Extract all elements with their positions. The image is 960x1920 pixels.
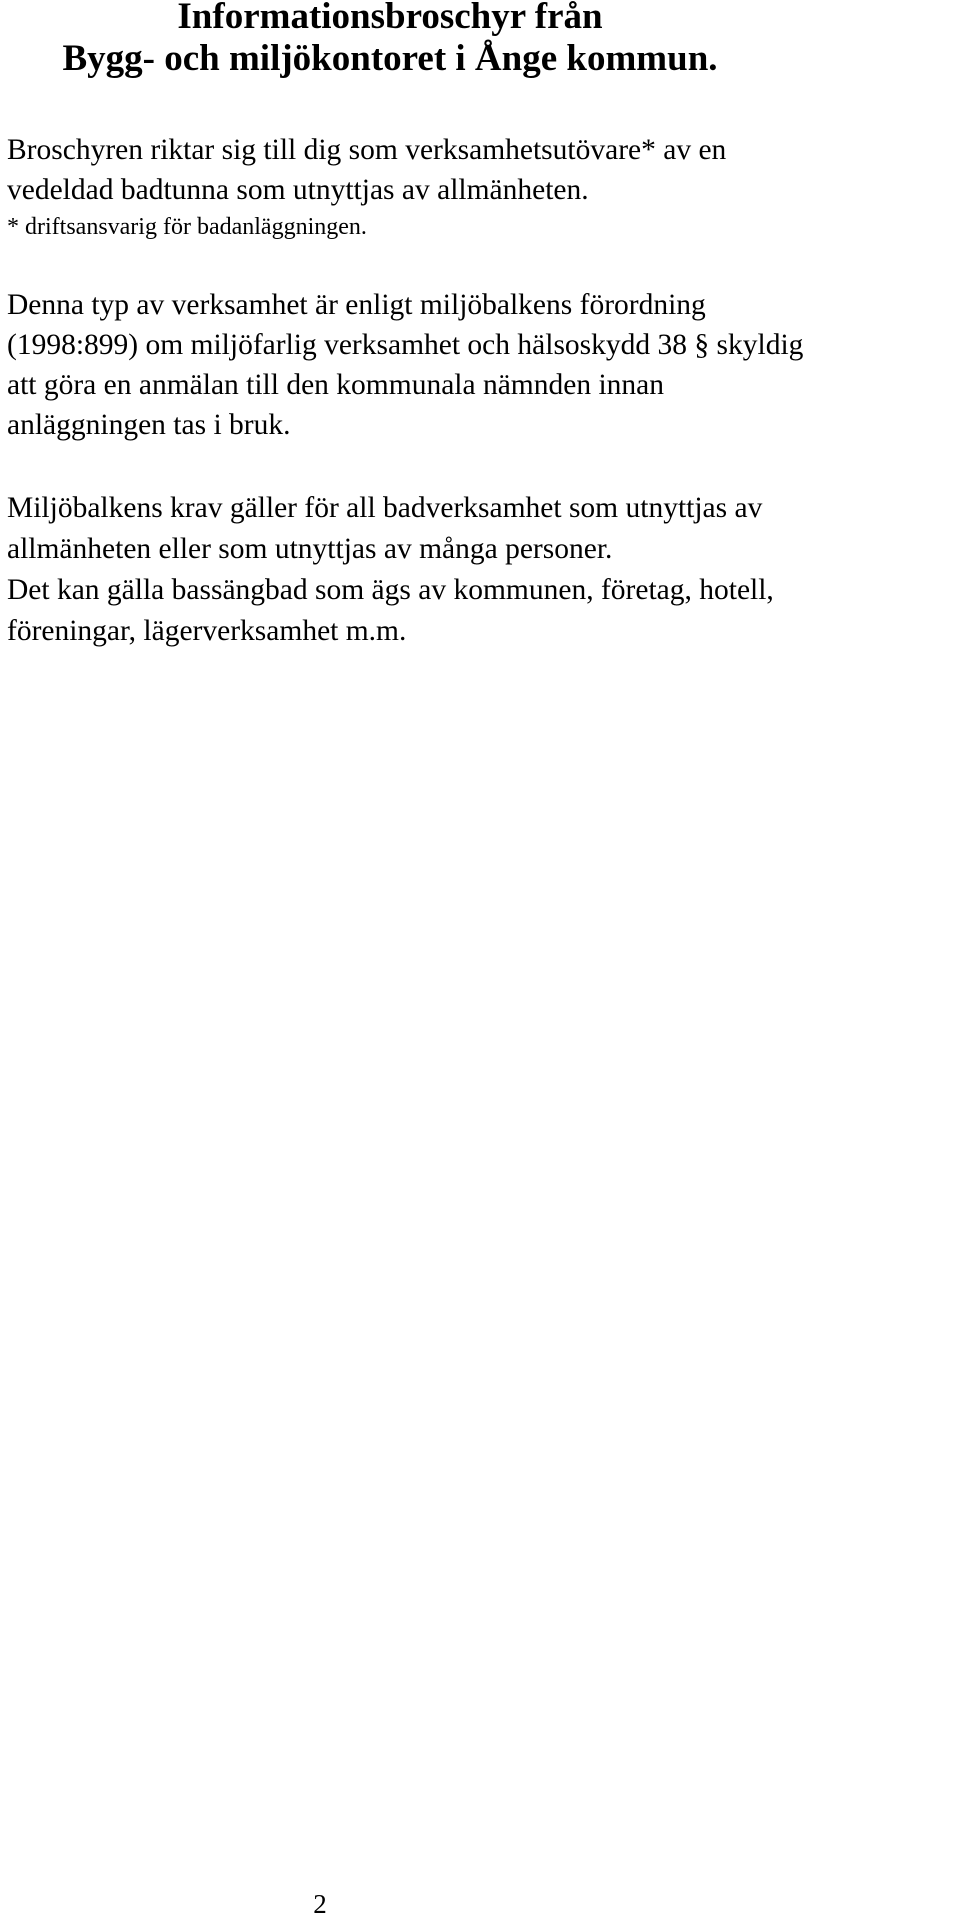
paragraph-1-line-3: att göra en anmälan till den kommunala nämnden innan	[7, 369, 664, 401]
paragraph-2-line-3: Det kan gälla bassängbad som ägs av kommunen, företag, hotell,	[7, 574, 774, 606]
paragraph-1-line-4: anläggningen tas i bruk.	[7, 409, 291, 441]
paragraph-2-line-1: Miljöbalkens krav gäller för all badverksamhet som utnyttjas av	[7, 492, 763, 524]
paragraph-1-line-2: (1998:899) om miljöfarlig verksamhet och hälsoskydd 38 § skyldig	[7, 329, 804, 361]
paragraph-2-line-4: föreningar, lägerverksamhet m.m.	[7, 615, 407, 647]
intro-line-2: vedeldad badtunna som utnyttjas av allmänheten.	[7, 174, 589, 206]
intro-footnote: * driftsansvarig för badanläggningen.	[7, 214, 367, 240]
page-number: 2	[313, 1889, 327, 1919]
document-title-line-1: Informationsbroschyr från	[177, 0, 603, 37]
document-title-line-2: Bygg- och miljökontoret i Ånge kommun.	[62, 38, 718, 79]
intro-line-1: Broschyren riktar sig till dig som verksamhetsutövare* av en	[7, 134, 727, 166]
paragraph-1-line-1: Denna typ av verksamhet är enligt miljöbalkens förordning	[7, 289, 706, 321]
paragraph-2-line-2: allmänheten eller som utnyttjas av många personer.	[7, 533, 613, 565]
